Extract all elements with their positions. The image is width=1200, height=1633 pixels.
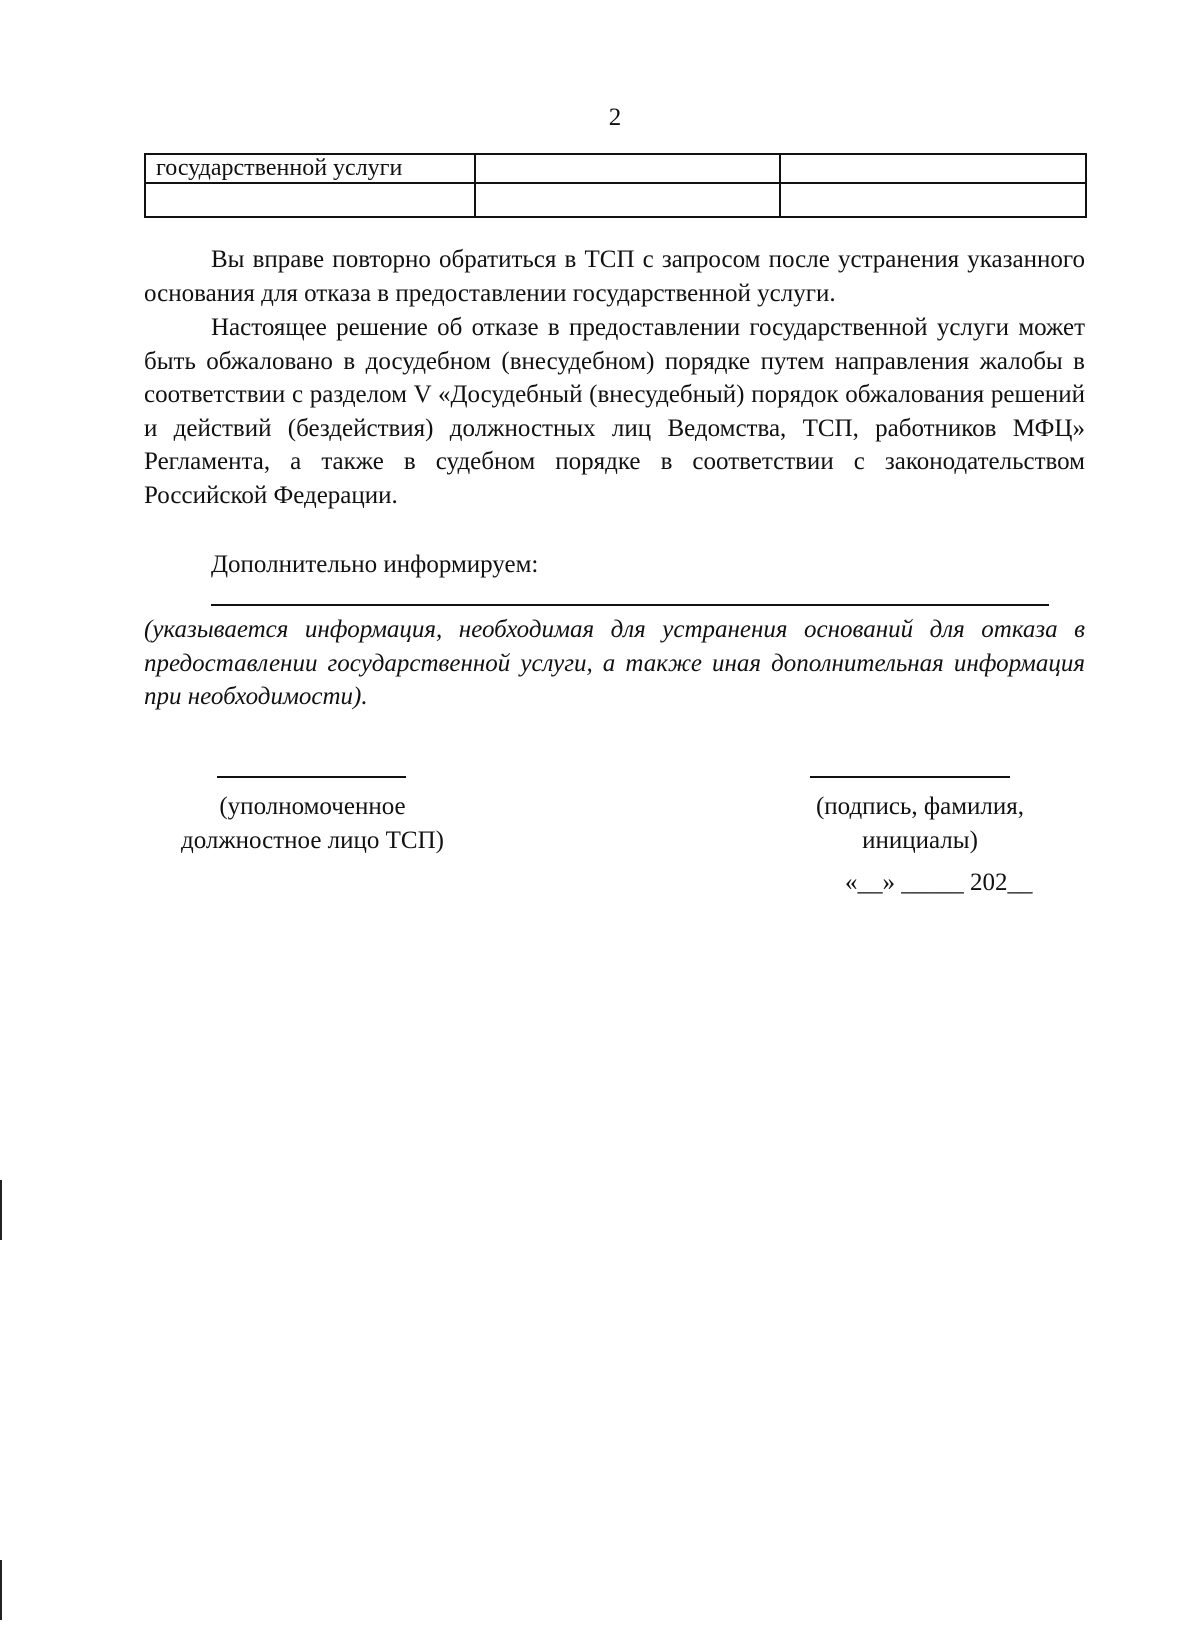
additional-info-fill-line: [211, 604, 1049, 606]
table-cell: государственной услуги: [145, 154, 475, 183]
signature-caption-line: (подпись, фамилия,: [815, 793, 1025, 820]
signature-line: [810, 776, 1010, 778]
appeal-paragraph: Настоящее решение об отказе в предоставлении государственной услуги может быть обжаловано в досудебном (внесудебном) порядке путем направления жалобы в соответствии с разделом V «Досудебный (внесудебный) порядок обжалования решений и действий (бездействия) должностных лиц Ведомства, ТСП, работников МФЦ» Регламента, а также в судебном порядке в соответствии с законодательством Российской Федерации.: [144, 314, 1085, 509]
table-cell: [780, 154, 1086, 183]
signature-caption-line: инициалы): [862, 827, 978, 854]
signature-caption: [790, 790, 1050, 858]
scan-edge-mark: [0, 1180, 2, 1240]
official-caption-line: должностное лицо ТСП): [180, 827, 444, 854]
additional-info-label: Дополнительно информируем:: [211, 551, 539, 578]
additional-info-note: (указывается информация, необходимая для устранения оснований для отказа в предоставлении государственной услуги, а также иная дополнительная информация при необходимости).: [144, 616, 1085, 710]
official-caption: [150, 790, 475, 858]
table-row: [145, 183, 1086, 217]
scan-edge-mark: [0, 1560, 2, 1620]
table-cell: [475, 183, 780, 217]
table-cell: [145, 183, 475, 217]
signature-date: «__» _____ 202__: [845, 869, 1033, 896]
official-caption-line: (уполномоченное: [219, 793, 406, 820]
page-number: 2: [608, 104, 622, 131]
table-row: [145, 154, 1086, 183]
refusal-grounds-table: [144, 153, 1087, 218]
table-cell: [780, 183, 1086, 217]
official-signature-line: [217, 776, 406, 778]
reapply-paragraph: Вы вправе повторно обратиться в ТСП с запросом после устранения указанного основания для отказа в предоставлении государственной услуги.: [144, 246, 1085, 307]
table-cell: [475, 154, 780, 183]
